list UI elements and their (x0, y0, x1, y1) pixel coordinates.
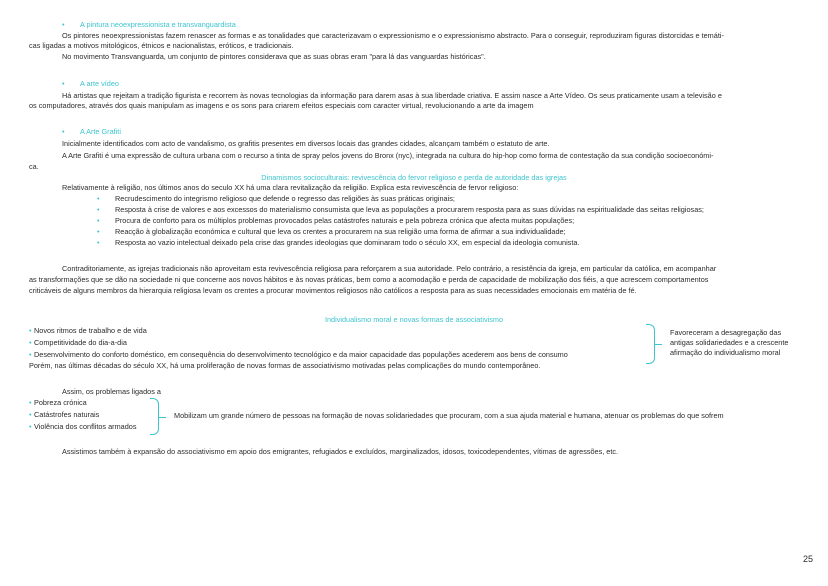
side-note: Mobilizam um grande número de pessoas na formação de novas solidariedades que procuram, com a sua ajuda material e humana, atenuar os problemas do que sofrem (174, 411, 724, 420)
paragraph-line: ca. (29, 162, 39, 171)
side-note: Favoreceram a desagregação das antigas solidariedades e a crescente afirmação do individualismo moral (670, 328, 789, 358)
bullet-icon: • (62, 79, 65, 88)
paragraph-line: Assim, os problemas ligados a (62, 387, 161, 396)
list-item: • Pobreza crónica (29, 398, 87, 407)
list-item: • Catástrofes naturais (29, 410, 100, 419)
right-brace-icon (646, 324, 655, 364)
paragraph-line: Assistimos também à expansão do associativismo em apoio dos emigrantes, refugiados e excluídos, marginalizados, idosos, toxicodependentes, vítimas de agressões, etc. (62, 447, 619, 456)
paragraph-line: Relativamente à religião, nos últimos anos do seculo XX há uma clara revitalização da religião. Explica esta revivescência de fervor religioso: (62, 183, 519, 192)
list-item: • Procura de conforto para os múltiplos problemas provocados pelas catástrofes naturais e pela pobreza crónica que afecta muitas populações; (97, 216, 575, 225)
paragraph-line: cas ligadas a motivos mitológicos, étnicos e nacionalistas, eróticos, e tradicionais. (29, 41, 294, 50)
list-item: • Violência dos conflitos armados (29, 422, 137, 431)
paragraph-line: No movimento Transvanguarda, um conjunto de pintores considerava que as suas obras eram "para lá das vanguardas históricas". (62, 52, 486, 61)
paragraph-line: Porém, nas últimas décadas do século XX, há uma proliferação de novas formas de associativismo motivadas pelas complicações do mundo contemporâneo. (29, 361, 541, 370)
paragraph-line: Há artistas que rejeitam a tradição figurista e recorrem às novas tecnologias da informação para darem asas à sua liberdade criativa. E assim nasce a Arte Vídeo. Os seus praticamente usam a televisão e (62, 91, 722, 100)
page-number: 25 (803, 554, 814, 564)
paragraph-line: Inicialmente identificados com acto de vandalismo, os grafitis presentes em diversos locais das grandes cidades, alcançam também o estatuto de arte. (62, 139, 550, 148)
heading-arte-video: • A arte vídeo (62, 79, 119, 88)
list-item: • Competitividade do dia-a-dia (29, 338, 127, 347)
list-item: • Reacção à globalização económica e cultural que leva os crentes a procurarem na sua religião uma forma de afirmar a sua individualidade; (97, 227, 566, 236)
list-item: • Recrudescimento do integrismo religioso que defende o regresso das religiões às suas práticas originais; (97, 194, 455, 203)
paragraph-line: as transformações que se dão na sociedade ni que concerne aos novos hábitos e às novas práticas, bem como a acomodação e perda de capacidade de mobilização dos fiéis, a que acrescem comportamentos (29, 275, 709, 284)
heading-arte-grafiti: • A Arte Grafiti (62, 127, 121, 136)
paragraph-line: Contraditoriamente, as igrejas tradicionais não aproveitam esta revivescência religiosa para reforçarem a sua autoridade. Pelo contrário, a resistência da igreja, em particular da católica, em acompanhar (62, 264, 717, 273)
paragraph-line: os computadores, através dos quais manipulam as imagens e os sons para criarem efeitos especiais com caracter virtual, revolucionando a arte da imagem (29, 101, 534, 110)
paragraph-line: A Arte Grafiti é uma expressão de cultura urbana com o recurso a tinta de spray pelos jovens do Bronx (nyc), integrada na cultura do hip-hop como forma de contestação da sua condição socioeconómi- (62, 151, 714, 160)
right-brace-icon (150, 398, 159, 435)
heading-religiao: Dinamismos socioculturais: revivescência do fervor religioso e perda de autoridade das igrejas (261, 173, 567, 182)
list-item: • Resposta à crise de valores e aos excessos do materialismo consumista que leva as populações a procurarem resposta para as suas dúvidas na espiritualidade das seitas religiosas; (97, 205, 704, 214)
bullet-icon: • (62, 127, 65, 136)
bullet-icon: • (62, 20, 65, 29)
heading-pintura: • A pintura neoexpressionista e transvanguardista (62, 20, 236, 29)
heading-individualismo: Individualismo moral e novas formas de associativismo (324, 315, 504, 324)
paragraph-line: criticáveis de alguns membros da hierarquia religiosa levam os crentes a procurar movimentos religiosos não católicos a resposta para as suas necessidades emocionais em matéria de fé. (29, 286, 637, 295)
paragraph-line: Os pintores neoexpressionistas fazem renascer as formas e as tonalidades que caracterizavam o expressionismo e o expressionismo abstracto. Para o conseguir, reproduziram figuras distorcidas e temáti- (62, 31, 724, 40)
list-item: • Novos ritmos de trabalho e de vida (29, 326, 147, 335)
list-item: • Desenvolvimento do conforto doméstico, em consequência do desenvolvimento tecnológico e da maior capacidade das populações acederem aos bens de consumo (29, 350, 568, 359)
list-item: • Resposta ao vazio intelectual deixado pela crise das grandes ideologias que dominaram todo o século XX, em especial da ideologia comunista. (97, 238, 580, 247)
